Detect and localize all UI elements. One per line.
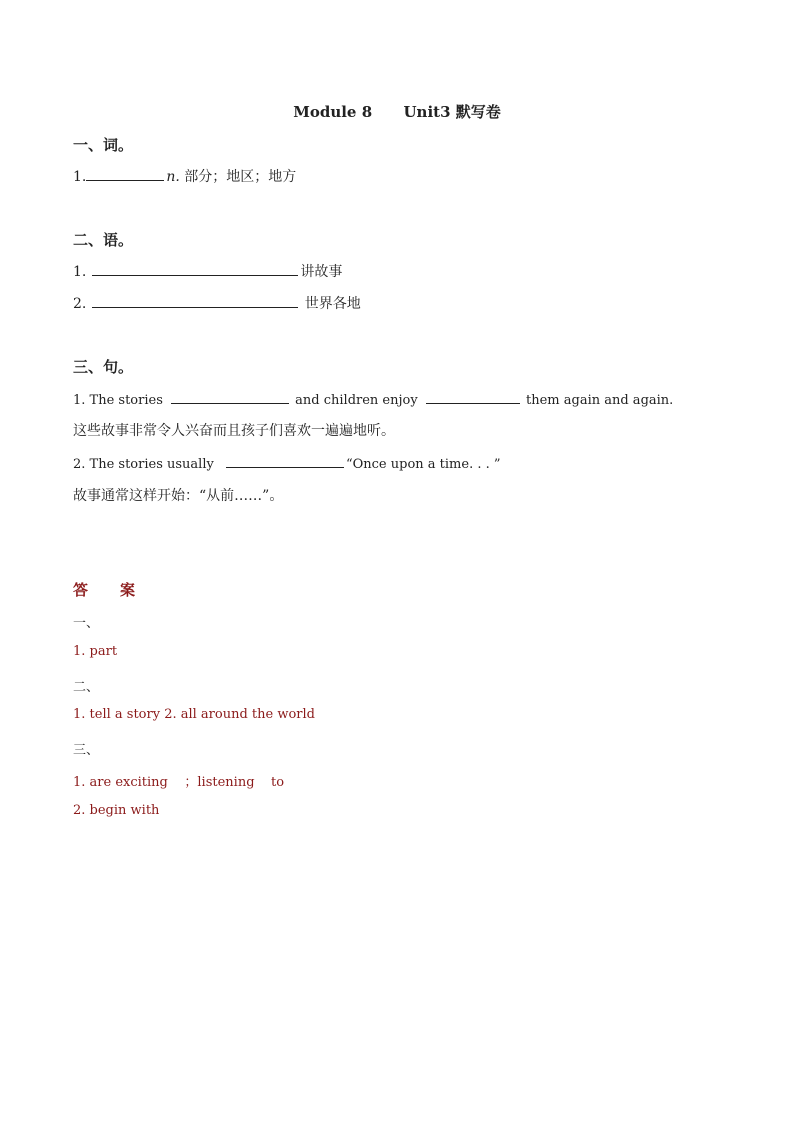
answer-line-1: 1. part <box>73 644 118 659</box>
item-number: 1. <box>73 169 87 185</box>
answer-blank[interactable] <box>171 389 289 404</box>
sentence-text: 2. The stories usually <box>73 457 214 472</box>
answer-blank[interactable] <box>226 453 344 468</box>
sentence-item-1 <box>73 389 673 408</box>
part-of-speech: n. <box>166 169 180 185</box>
sentence-translation-2: 故事通常这样开始：“从前……”。 <box>73 488 284 504</box>
vocab-item-1 <box>73 166 296 186</box>
answer-blank[interactable] <box>426 389 520 404</box>
sentence-text: and children enjoy <box>295 393 418 408</box>
answer-section-1-label: 一、 <box>73 616 100 631</box>
section-heading-sentences: 三、句。 <box>73 358 134 376</box>
sentence-translation-1: 这些故事非常令人兴奋而且孩子们喜欢一遍遍地听。 <box>73 423 395 439</box>
sentence-text: them again and again. <box>526 393 674 408</box>
answer-line-4: 2. begin with <box>73 803 160 818</box>
item-number: 2. <box>73 296 87 312</box>
section-heading-words: 一、词。 <box>73 136 134 154</box>
item-meaning: 世界各地 <box>300 296 361 312</box>
sentence-text: “Once upon a time. . . ” <box>345 457 501 472</box>
answer-line-3: 1. are exciting ；listening to <box>73 775 285 790</box>
answer-key-heading: 答案 <box>73 581 168 599</box>
item-meaning: 部分；地区；地方 <box>179 169 297 185</box>
answer-section-2-label: 二、 <box>73 680 100 695</box>
answer-section-3-label: 三、 <box>73 743 100 758</box>
answer-line-2: 1. tell a story 2. all around the world <box>73 707 315 722</box>
sentence-text: 1. The stories <box>73 393 163 408</box>
answer-blank[interactable] <box>86 166 164 181</box>
item-number: 1. <box>73 264 87 280</box>
answer-blank[interactable] <box>92 261 298 276</box>
page-title: Module 8 Unit3 默写卷 <box>293 103 501 121</box>
sentence-item-2 <box>73 453 501 472</box>
phrase-item-2 <box>73 293 361 313</box>
section-heading-phrases: 二、语。 <box>73 231 134 249</box>
answer-blank[interactable] <box>92 293 298 308</box>
item-meaning: 讲故事 <box>300 264 343 280</box>
phrase-item-1 <box>73 261 342 281</box>
